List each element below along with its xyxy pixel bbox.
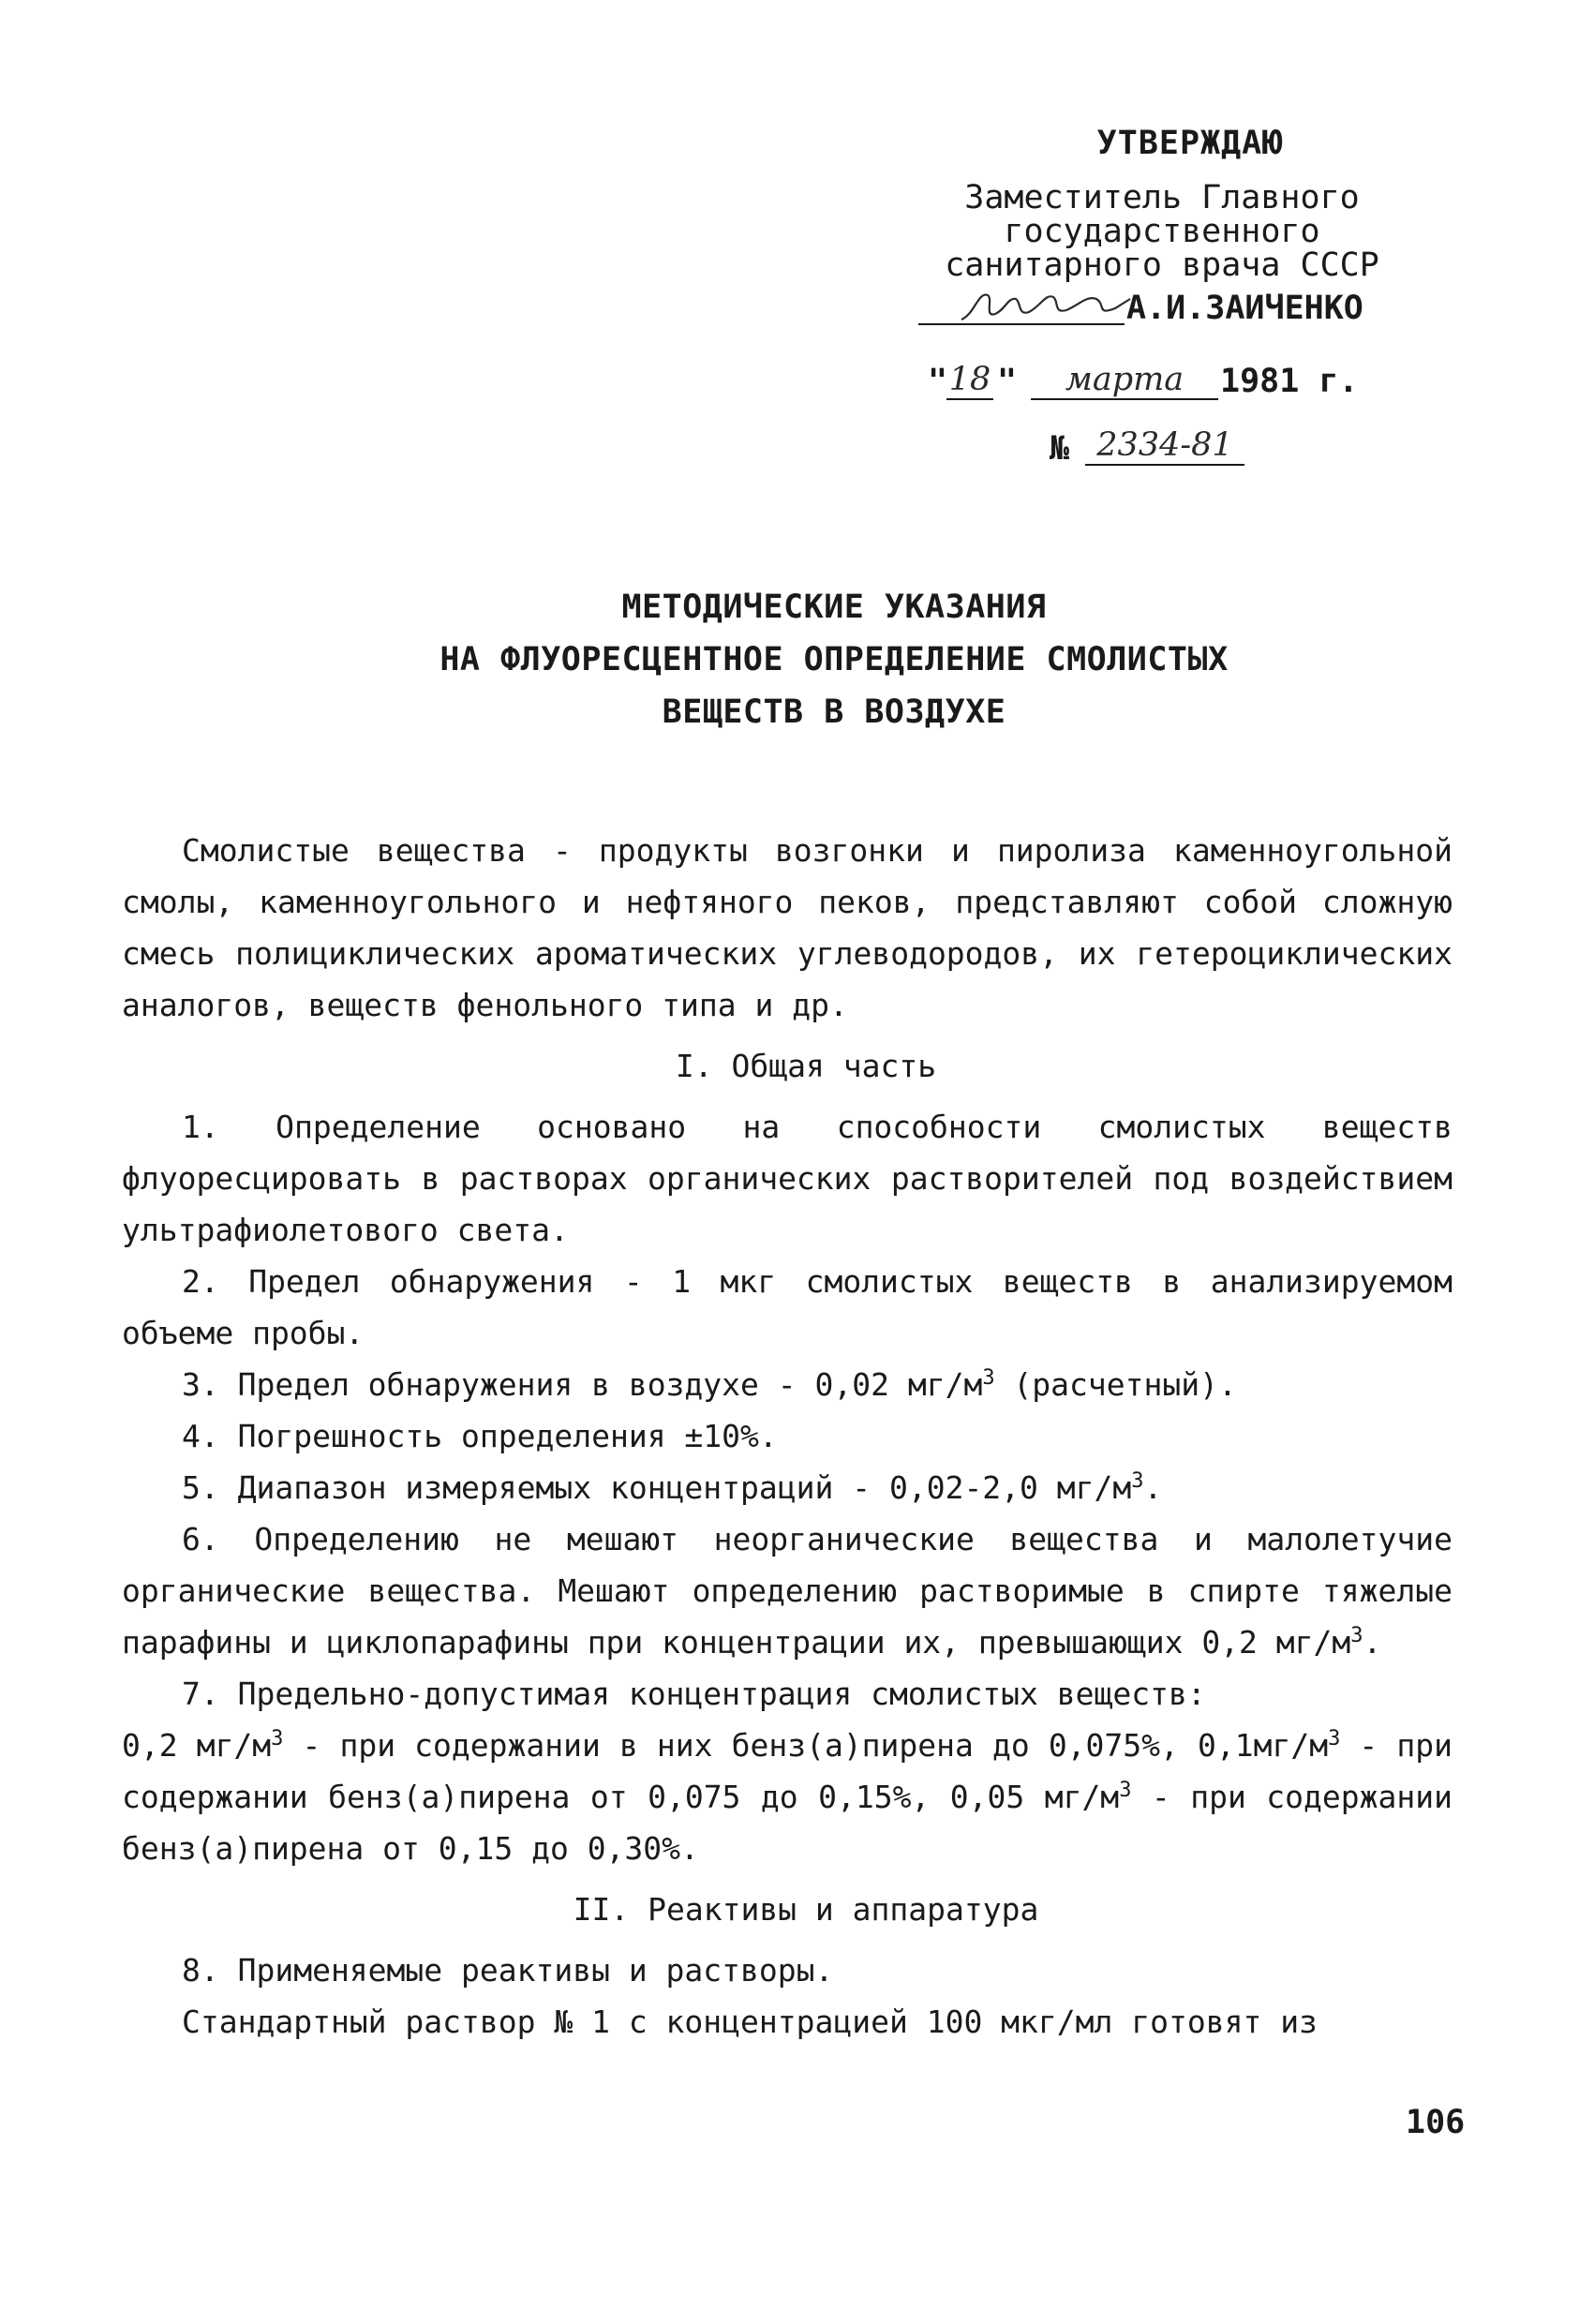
item-3 bbox=[122, 1359, 1452, 1410]
item-7-value-3: - при содержании бенз(а)пирена от 0,075 до 0,15%, 0,05 мг/м bbox=[122, 1727, 1452, 1815]
item-3-tail: (расчетный). bbox=[994, 1366, 1237, 1403]
open-quote: " bbox=[928, 363, 948, 400]
signature-row bbox=[918, 286, 1406, 333]
superscript-3: 3 bbox=[1350, 1624, 1363, 1647]
title-line-1: МЕТОДИЧЕСКИЕ УКАЗАНИЯ bbox=[621, 588, 1047, 626]
item-7-value-1: 0,2 мг/м bbox=[122, 1727, 272, 1764]
approval-line-3: санитарного врача СССР bbox=[945, 246, 1379, 284]
superscript-3: 3 bbox=[1328, 1727, 1341, 1750]
item-7-value-4: - при содержании бенз(а)пирена от 0,15 до 0,30%. bbox=[122, 1779, 1452, 1867]
item-7: 7. Предельно-допустимая концентрация смолистых веществ: bbox=[182, 1676, 1206, 1712]
approval-line-1: Заместитель Главного bbox=[964, 179, 1360, 216]
item-6-text: 6. Определению не мешают неорганические вещества и малолетучие органические вещества. Мешают определению растворимые в спирте тяжелые парафины и циклопарафины при концентрации их, превышающих 0,2 мг/м bbox=[122, 1521, 1452, 1661]
date-month: марта bbox=[1031, 361, 1218, 400]
intro-paragraph: Смолистые вещества - продукты возгонки и пиролиза каменноугольной смолы, каменноугольного и нефтяного пеков, представляют собой сложную смесь полициклических ароматических углеводородов, их гетероциклических аналогов, веществ фенольного типа и др. bbox=[122, 832, 1452, 1023]
document-body bbox=[122, 825, 1452, 2048]
title-line-3: ВЕЩЕСТВ В ВОЗДУХЕ bbox=[662, 693, 1006, 731]
approval-block bbox=[900, 127, 1424, 282]
item-3-text: 3. Предел обнаружения в воздухе - 0,02 мг/м bbox=[182, 1366, 983, 1403]
document-title bbox=[281, 581, 1387, 738]
item-7-value-2: - при содержании в них бенз(а)пирена до 0,075%, 0,1мг/м bbox=[283, 1727, 1329, 1764]
handwritten-signature bbox=[956, 286, 1134, 327]
superscript-3: 3 bbox=[982, 1366, 995, 1390]
section-2-heading: II. Реактивы и аппаратура bbox=[573, 1891, 1039, 1928]
item-1: 1. Определение основано на способности смолистых веществ флуоресцировать в растворах органических растворителей под воздействием ультрафиолетового света. bbox=[122, 1109, 1452, 1248]
item-6-tail: . bbox=[1363, 1624, 1382, 1661]
superscript-3: 3 bbox=[1119, 1779, 1132, 1802]
approval-date bbox=[928, 361, 1415, 408]
item-9: Стандартный раствор № 1 с концентрацией 100 мкг/мл готовят из bbox=[182, 2004, 1318, 2040]
item-2: 2. Предел обнаружения - 1 мкг смолистых веществ в анализируемом объеме пробы. bbox=[122, 1263, 1452, 1351]
superscript-3: 3 bbox=[1131, 1469, 1144, 1493]
approval-number-value: 2334-81 bbox=[1085, 426, 1244, 466]
item-5-tail: . bbox=[1143, 1469, 1163, 1506]
item-5 bbox=[122, 1462, 1452, 1513]
approval-line-2: государственного bbox=[1004, 213, 1320, 250]
superscript-3: 3 bbox=[271, 1727, 284, 1750]
page-number: 106 bbox=[1406, 2104, 1466, 2141]
item-8: 8. Применяемые реактивы и растворы. bbox=[182, 1952, 834, 1989]
number-sign: № bbox=[1050, 430, 1070, 468]
item-5-text: 5. Диапазон измеряемых концентраций - 0,02-2,0 мг/м bbox=[182, 1469, 1132, 1506]
item-4: 4. Погрешность определения ±10%. bbox=[182, 1418, 778, 1454]
title-line-2: НА ФЛУОРЕСЦЕНТНОЕ ОПРЕДЕЛЕНИЕ СМОЛИСТЫХ bbox=[439, 641, 1229, 678]
section-1-heading: I. Общая часть bbox=[675, 1048, 937, 1084]
item-6 bbox=[122, 1513, 1452, 1668]
approval-heading: УТВЕРЖДАЮ bbox=[1096, 125, 1284, 162]
item-7-values bbox=[122, 1720, 1452, 1874]
date-day: 18 bbox=[946, 361, 993, 400]
signatory-name: А.И.ЗАИЧЕНКО bbox=[1126, 290, 1363, 327]
close-quote: " bbox=[997, 363, 1018, 400]
date-year: 1981 г. bbox=[1220, 363, 1359, 400]
